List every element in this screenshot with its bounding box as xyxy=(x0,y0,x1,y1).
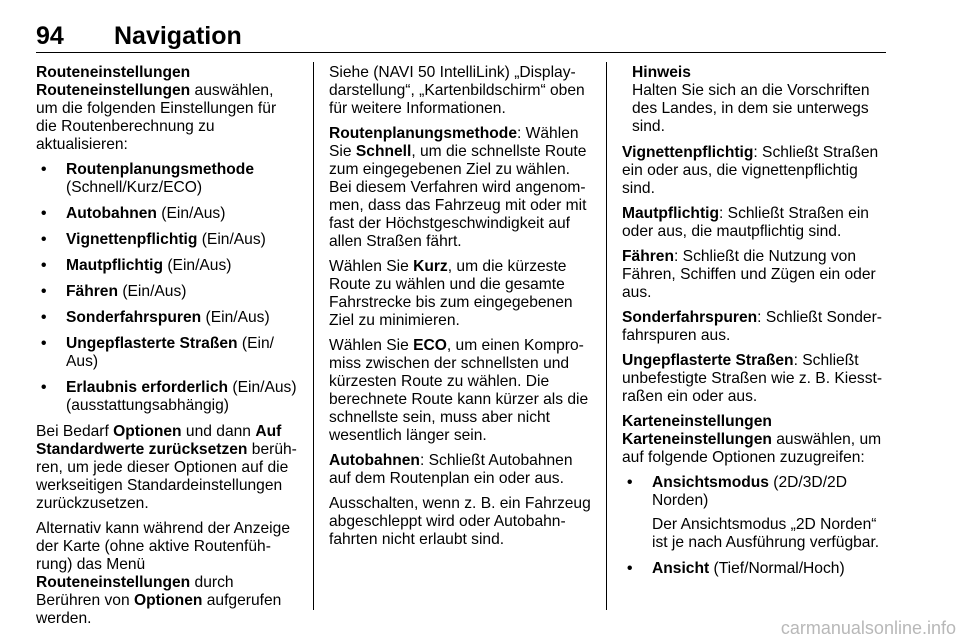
text: : Wählen Sie xyxy=(329,125,579,160)
text: und dann xyxy=(181,423,256,440)
page-header xyxy=(36,22,886,52)
option-values: (Ein/Aus) xyxy=(197,231,266,248)
bullet-icon: • xyxy=(41,231,47,248)
column-2 xyxy=(329,64,593,556)
option-values: (Tief/Normal/Hoch) xyxy=(709,560,845,577)
bullet-icon: • xyxy=(41,379,47,396)
option-values: (Ein/Aus) xyxy=(163,257,232,274)
text: , um die schnellste Route zum eingegebenen Ziel zu wählen. Bei diesem Verfahren wird angenommen, dass das Fahrzeug mit oder mit fast der Höchstgeschwindigkeit auf allen Straßen fährt. xyxy=(329,143,587,250)
page-number: 94 xyxy=(36,22,64,50)
option-values: (Ein/Aus) xyxy=(118,283,187,300)
text: Wählen Sie xyxy=(329,337,414,354)
text: : Schließt Straßen ein oder aus, die vignettenpflichtig sind. xyxy=(622,144,879,197)
map-settings-paragraph xyxy=(622,431,890,467)
text: : Schließt Sonderfahrspuren aus. xyxy=(622,309,882,344)
option-note: Der Ansichtsmodus „2D Norden“ ist je nach Ausführung verfügbar. xyxy=(652,516,880,551)
text: , um einen Kompromiss zwischen der schnellsten und kürzesten Route zu wählen. Die berechnete Route kann kürzer als die schnellste sein, muss aber nicht wesentlich länger sein. xyxy=(329,337,589,444)
menu-term: Auf Standardwerte zurücksetzen xyxy=(36,423,282,458)
list-item xyxy=(36,335,298,371)
menu-term: Schnell xyxy=(355,143,412,160)
reference-paragraph: Siehe (NAVI 50 IntelliLink) „Displaydarstellung“, „Kartenbildschirm“ oben für weitere Informationen. xyxy=(329,64,585,117)
routing-method-paragraph xyxy=(329,125,593,251)
ferries-paragraph xyxy=(622,248,890,302)
note-title: Hinweis xyxy=(632,64,691,81)
menu-term: ECO xyxy=(413,337,447,354)
option-name: Ungepflasterte Straßen xyxy=(622,352,794,369)
option-name: Mautpflichtig xyxy=(622,205,720,222)
option-values: (Ein/ Aus) xyxy=(66,335,274,370)
text: : Schließt Straßen ein oder aus, die mautpflichtig sind. xyxy=(622,205,869,240)
column-1 xyxy=(36,64,298,635)
option-values: (2D/3D/2D Norden) xyxy=(652,474,847,509)
list-item xyxy=(36,283,298,301)
option-name: Fähren xyxy=(66,283,118,300)
option-values: (Ein/Aus) xyxy=(201,309,270,326)
menu-term: Kurz xyxy=(413,258,448,275)
option-values: (Ein/Aus) xyxy=(156,205,226,222)
subheading-karteneinstellungen: Karteneinstellungen xyxy=(622,413,772,430)
switch-off-paragraph: Ausschalten, wenn z. B. ein Fahrzeug abgeschleppt wird oder Autobahnfahrten nicht erlaubt sind. xyxy=(329,495,591,548)
alternative-paragraph xyxy=(36,520,298,628)
short-route-paragraph xyxy=(329,258,593,330)
text: , um die kürzeste Route zu wählen und die gesamte Fahrstrecke bis zum eingegebenen Ziel zu minimieren. xyxy=(329,258,573,329)
option-name: Ansichtsmodus xyxy=(652,474,769,491)
option-name: Vignettenpflichtig xyxy=(622,144,754,161)
list-item xyxy=(622,474,890,552)
text: aufgerufen werden. xyxy=(36,592,282,627)
text: berühren, um jede dieser Optionen auf die werkseitigen Standardeinstellungen zurückzusetzen. xyxy=(36,441,297,512)
text: Alternativ kann während der Anzeige der Karte (ohne aktive Routenführung) das Menü xyxy=(36,520,290,573)
option-name: Autobahnen xyxy=(66,205,157,222)
column-3 xyxy=(622,64,890,586)
reset-paragraph xyxy=(36,423,298,513)
list-item xyxy=(622,560,890,578)
option-name: Erlaubnis erforderlich xyxy=(66,379,229,396)
list-item xyxy=(36,379,298,415)
list-item xyxy=(36,161,298,197)
note-text: Halten Sie sich an die Vorschriften des Landes, in dem sie unterwegs sind. xyxy=(632,82,870,135)
option-values: (Ein/Aus) (ausstattungsabhängig) xyxy=(66,379,297,414)
column-divider xyxy=(313,62,314,610)
option-values: (Schnell/Kurz/ECO) xyxy=(66,179,203,196)
subheading-routeneinstellungen: Routeneinstellungen xyxy=(36,64,191,81)
option-name: Ungepflasterte Straßen xyxy=(66,335,238,352)
option-name: Vignettenpflichtig xyxy=(66,231,198,248)
option-name: Mautpflichtig xyxy=(66,257,164,274)
option-name: Routenplanungsmethode xyxy=(66,161,254,178)
text: auswählen, um auf folgende Optionen zuzugreifen: xyxy=(622,431,882,466)
route-options-list xyxy=(36,161,298,415)
option-name: Autobahnen xyxy=(329,452,420,469)
motorway-paragraph xyxy=(329,452,593,488)
column-divider xyxy=(606,62,607,610)
text: : Schließt die Nutzung von Fähren, Schiffen und Zügen ein oder aus. xyxy=(622,248,876,301)
eco-route-paragraph xyxy=(329,337,593,445)
option-name: Sonderfahrspuren xyxy=(622,309,758,326)
special-lanes-paragraph xyxy=(622,309,890,345)
text: : Schließt Autobahnen auf dem Routenplan ein oder aus. xyxy=(329,452,573,487)
bullet-icon: • xyxy=(41,205,47,222)
option-name: Ansicht xyxy=(652,560,710,577)
section-title: Navigation xyxy=(114,22,242,50)
map-options-list xyxy=(622,474,890,578)
toll-paragraph xyxy=(622,205,890,241)
bullet-icon: • xyxy=(41,309,47,326)
menu-term: Karteneinstellungen xyxy=(622,431,772,448)
menu-term: Routeneinstellungen xyxy=(36,574,191,591)
header-rule xyxy=(36,52,886,53)
list-item xyxy=(36,205,298,223)
option-name: Routenplanungsmethode xyxy=(329,125,517,142)
bullet-icon: • xyxy=(41,257,47,274)
vignette-paragraph xyxy=(622,144,890,198)
option-name: Sonderfahrspuren xyxy=(66,309,202,326)
intro-paragraph xyxy=(36,82,298,154)
intro-text: auswählen, um die folgenden Einstellungen für die Routenberechnung zu aktualisieren: xyxy=(36,82,277,153)
text: Bei Bedarf xyxy=(36,423,114,440)
bullet-icon: • xyxy=(41,335,47,352)
note-box xyxy=(622,64,890,136)
bullet-icon: • xyxy=(41,283,47,300)
text: Wählen Sie xyxy=(329,258,414,275)
menu-term: Optionen xyxy=(113,423,182,440)
text: : Schließt unbefestigte Straßen wie z. B. Kiesstraßen ein oder aus. xyxy=(622,352,883,405)
unpaved-paragraph xyxy=(622,352,890,406)
bullet-icon: • xyxy=(627,474,633,491)
option-name: Fähren xyxy=(622,248,674,265)
menu-term: Routeneinstellungen xyxy=(36,82,191,99)
list-item xyxy=(36,257,298,275)
list-item xyxy=(36,231,298,249)
bullet-icon: • xyxy=(627,560,633,577)
list-item xyxy=(36,309,298,327)
watermark: carmanualsonline.info xyxy=(780,618,956,638)
bullet-icon: • xyxy=(41,161,47,178)
menu-term: Optionen xyxy=(133,592,203,609)
text: durch Berühren von xyxy=(36,574,234,609)
